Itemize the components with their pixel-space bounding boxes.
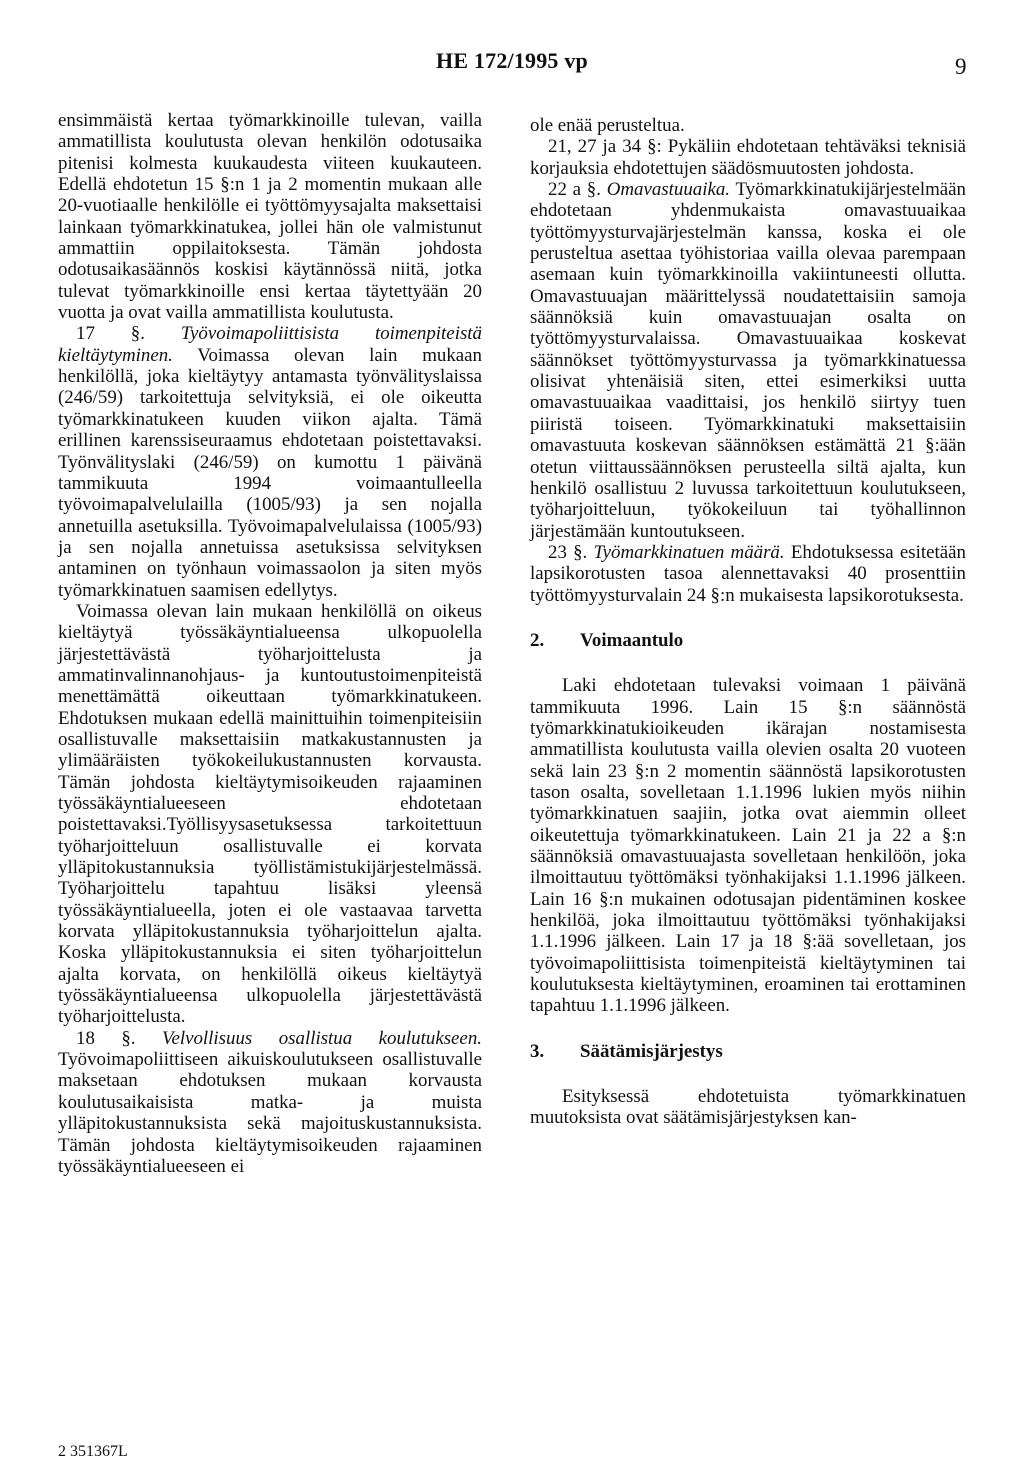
footer-print-code: 2 351367L [58,1443,128,1460]
section-body: Työmarkkinatukijärjestelmään ehdotetaan yhdenmukaista omavastuuaikaa työttömyysturvajärjestelmän kanssa, koska ei ole perusteltua asettaa työhistoriaa vailla olevaa parempaan asemaan kuin työmarkkinoilla vakiintuneesti ollutta. Omavastuuajan määrittelyssä noudatettaisiin samoja säännöksiä kuin omavastuuajan osalta on työttömyysturvalaissa. Omavastuuaikaa koskevat säännökset työttömyysturvassa ja työmarkkinatuessa olisivat yhtenäisiä siten, ettei esimerkiksi uutta omavastuuaikaa vaadittaisi, jos henkilö siirtyy tuen piiristä toiseen. Työmarkkinatuki maksettaisiin omavastuuta koskevan säännöksen estämättä 21 §:ään otetun viittaussäännöksen perusteella siltä ajalta, kun henkilö osallistuu 2 luvussa tarkoitettuun koulutukseen, työharjoitteluun, työkokeiluun tai työhallinnon järjestämään kuntoutukseen. [530,179,966,542]
section-title: Työmarkkinatuen määrä. [593,541,785,563]
section-body: Työvoimapoliittiseen aikuiskoulutukseen osallistuvalle maksetaan ehdotuksen mukaan korvausta koulutusaikaisista matka- ja muista ylläpitokustannuksista sekä majoituskustannuksista. Tämän johdosta kieltäytymisoikeuden rajaaminen työssäkäyntialueeseen ei [58,1049,482,1177]
paragraph-section-22a [530,179,966,542]
section-title: Omavastuuaika. [606,179,731,201]
left-column [58,110,482,1177]
section-title: Velvollisuus osallistua koulutukseen. [162,1027,482,1049]
document-title: HE 172/1995 vp [436,48,588,73]
paragraph-sections-21-27-34: 21, 27 ja 34 §: Pykäliin ehdotetaan tehtäväksi teknisiä korjauksia ehdotettujen säädösmuutosten johdosta. [530,136,966,179]
section-number: 23 §. [548,541,594,563]
section-number: 18 §. [76,1027,162,1049]
section-body: Voimassa olevan lain mukaan henkilöllä, joka kieltäytyy antamasta työnvälityslaissa (246/59) tarkoitettuja selvityksiä, ei ole oikeutta työmarkkinatukeen kuuden viikon ajalta. Tämä erillinen karenssiseuraamus ehdotetaan poistettavaksi. Työnvälityslaki (246/59) on kumottu 1 päivänä tammikuuta 1994 voimaantulleella työvoimapalvelulailla (1005/93) ja sen nojalla annetuilla asetuksilla. Työvoimapalvelulaissa (1005/93) ja sen nojalla annetuissa asetuksissa selvityksen antaminen on työnhaun voimassaolon ja siten myös työmarkkinatuen saamisen edellytys. [58,344,482,601]
heading-saatamisjarjestys [530,1041,966,1062]
heading-number: 2. [530,629,545,651]
heading-number: 3. [530,1040,545,1062]
heading-voimaantulo [530,630,966,651]
paragraph-body: Voimassa olevan lain mukaan henkilöllä on oikeus kieltäytyä työssäkäyntialueensa ulkopuolella järjestettävästä työharjoittelusta ja ammatinvalinnanohjaus- ja kuntoutustoimenpiteistä menettämättä oikeuttaan työmarkkinatukeen. Ehdotuksen mukaan edellä mainittuihin toimenpiteisiin osallistuvalle maksettaisiin matkakustannusten ja ylimääräisten työkokeilukustannusten korvausta. Tämän johdosta kieltäytymisoikeuden rajaaminen työssäkäyntialueeseen ehdotetaan poistettavaksi.Työllisyysasetuksessa tarkoitettuun työharjoitteluun osallistuvalle ei korvata ylläpitokustannuksia työllistämistukijärjestelmässä. Työharjoittelu tapahtuu lisäksi yleensä työssäkäyntialueella, joten ei ole vastaavaa tarvetta korvata ylläpitokustannuksia työharjoittelun ajalta. Koska ylläpitokustannuksia ei siten työharjoittelun ajalta korvata, on henkilöllä oikeus kieltäytyä työssäkäyntialueensa ulkopuolella järjestettävästä työharjoittelusta. [58,600,482,1028]
heading-title: Säätämisjärjestys [580,1040,723,1062]
page-number: 9 [955,54,967,79]
paragraph-continuation: ole enää perusteltua. [530,115,685,136]
section-number: 22 a §. [548,179,607,201]
paragraph-continuation: ensimmäistä kertaa työmarkkinoille tulevan, vailla ammatillista koulutusta olevan henkilön odotusaika pitenisi kolmesta kuukaudesta viiteen kuukauteen. Edellä ehdotetun 15 §:n 1 ja 2 momentin mukaan alle 20-vuotiaalle henkilölle ei työttömyysajalta maksettaisi lainkaan työmarkkinatukea, jollei hän ole valmistunut ammattiin oppilaitoksesta. Tämän johdosta odotusaikasäännös koskisi käytännössä niitä, jotka tulevat työmarkkinoille ensi kertaa täytettyään 20 vuotta ja ovat vailla ammatillista koulutusta. [58,110,482,324]
paragraph-voimaantulo: Laki ehdotetaan tulevaksi voimaan 1 päivänä tammikuuta 1996. Lain 15 §:n säännöstä työmarkkinatukioikeuden ikärajan nostamisesta ammatillista koulutusta vailla olevien osalta 20 vuoteen sekä lain 23 §:n 2 momentin säännöstä lapsikorotusten tason osalta, sovelletaan 1.1.1996 lukien myös niihin työmarkkinatuen saajiin, jotka ovat aiemmin olleet oikeutettuja työmarkkinatukeen. Lain 21 ja 22 a §:n säännöksiä omavastuuajasta sovelletaan henkilöön, joka ilmoittautuu työttömäksi työnhakijaksi 1.1.1996 jälkeen. Lain 16 §:n mukainen odotusajan pidentäminen koskee henkilöä, joka ilmoittautuu työttömäksi työnhakijaksi 1.1.1996 jälkeen. Lain 17 ja 18 §:ää sovelletaan, jos työvoimapoliittisista toimenpiteistä kieltäytyminen tai koulutuksesta kieltäytyminen, eroaminen tai erottaminen tapahtuu 1.1.1996 jälkeen. [530,675,966,1017]
paragraph-section-18 [58,1028,482,1177]
paragraph-saatamisjarjestys: Esityksessä ehdotetuista työmarkkinatuen muutoksista ovat säätämisjärjestyksen kan- [530,1086,966,1129]
page-header [0,48,1024,88]
paragraph-section-17 [58,323,482,600]
right-column [530,115,966,1129]
section-number: 17 §. [76,323,181,345]
paragraph-section-23 [530,542,966,606]
heading-title: Voimaantulo [580,629,684,651]
section-title: Työvoimapoliittisista toimenpiteistä kieltäytyminen. [58,323,482,366]
section-body: Ehdotuksessa esitetään lapsikorotusten tasoa alennettavaksi 40 prosenttiin työttömyysturvalain 24 §:n mukaisesta lapsikorotuksesta. [530,541,966,606]
